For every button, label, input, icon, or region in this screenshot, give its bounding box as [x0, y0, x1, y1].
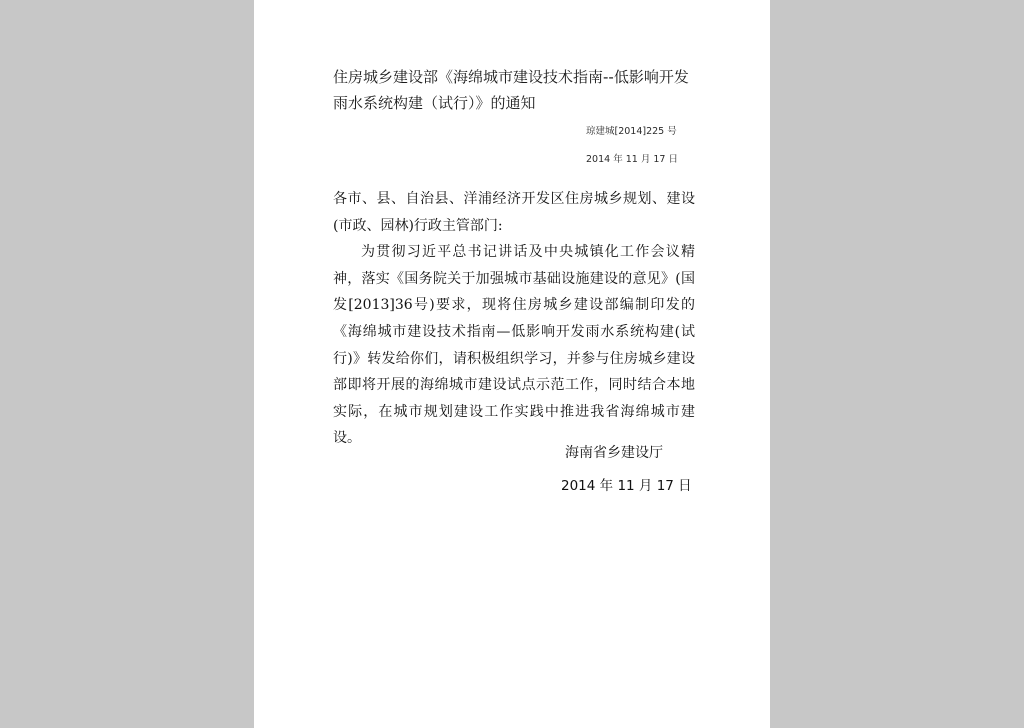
- signature-date: 2014 年 11 月 17 日: [561, 478, 692, 494]
- body-paragraph: 为贯彻习近平总书记讲话及中央城镇化工作会议精神，落实《国务院关于加强城市基础设施建设的意见》(国发[2013]36号)要求，现将住房城乡建设部编制印发的《海绵城市建设技术指南—低影响开发雨水系统构建(试行)》转发给你们，请积极组织学习，并参与住房城乡建设部即将开展的海绵城市建设试点示范工作，同时结合本地实际，在城市规划建设工作实践中推进我省海绵城市建设。: [333, 244, 695, 447]
- signature-organization: 海南省乡建设厅: [565, 445, 663, 461]
- addressee-line: 各市、县、自治县、洋浦经济开发区住房城乡规划、建设(市政、园林)行政主管部门:: [333, 191, 695, 234]
- document-date: 2014 年 11 月 17 日: [586, 154, 678, 165]
- document-number: 琼建城[2014]225 号: [586, 126, 677, 137]
- document-title: 住房城乡建设部《海绵城市建设技术指南--低影响开发雨水系统构建（试行）》的通知: [333, 68, 689, 112]
- document-page: [254, 0, 770, 728]
- document-body: [333, 186, 695, 452]
